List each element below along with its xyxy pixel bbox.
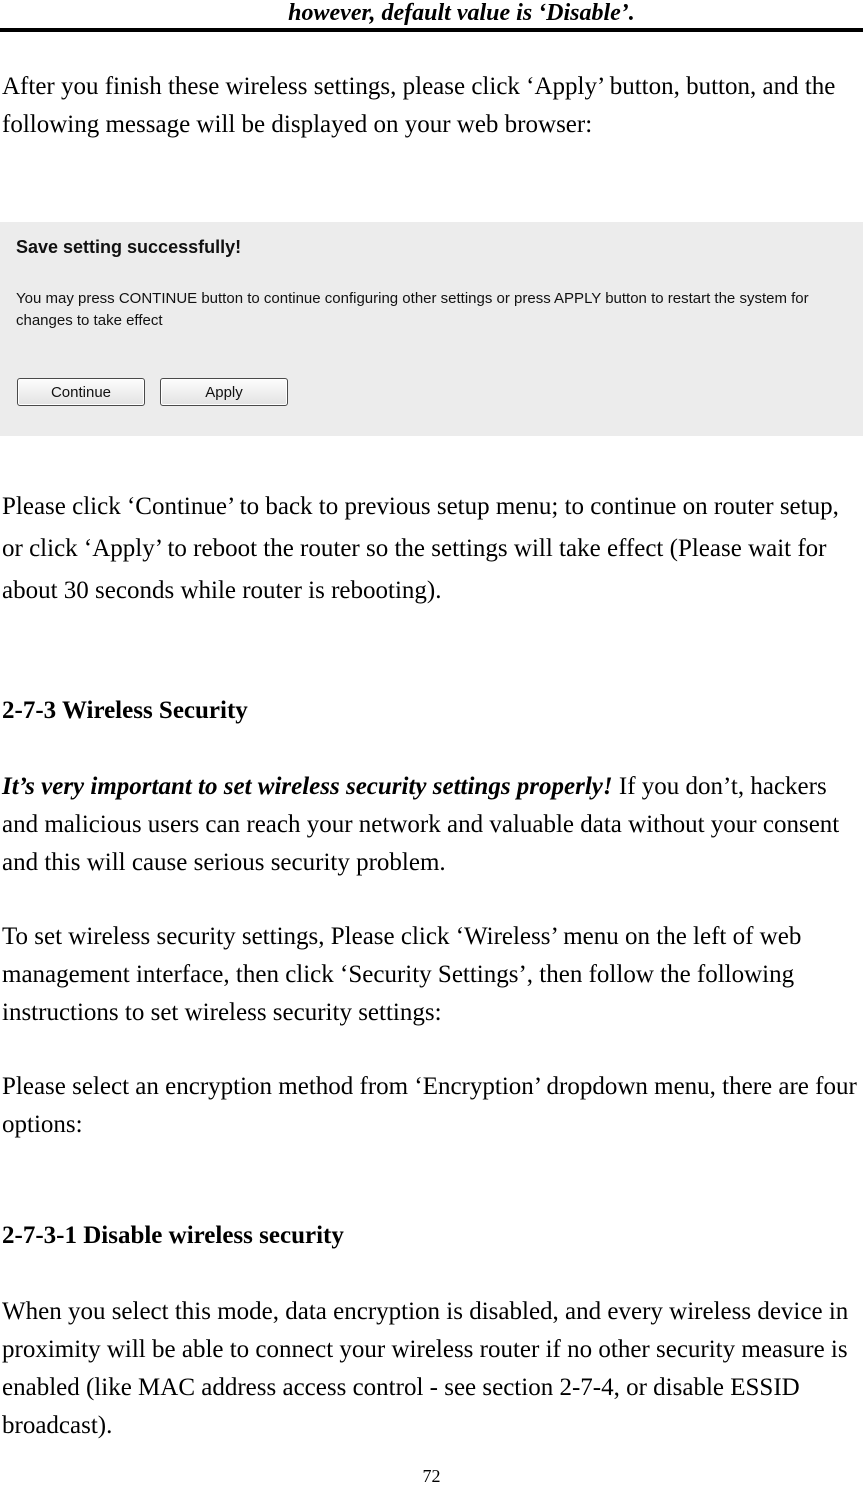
continue-button[interactable]: Continue	[17, 378, 145, 406]
disable-security-paragraph: When you select this mode, data encryption is disabled, and every wireless device in proximity will be able to connect your wireless router if no other security measure is enabled (like MAC address access control - see section 2-7-4, or disable ESSID broadcast).	[2, 1298, 849, 1439]
wireless-security-heading: 2-7-3 Wireless Security	[2, 697, 248, 724]
apply-button[interactable]: Apply	[160, 378, 288, 406]
save-success-screenshot	[0, 222, 863, 436]
intro-paragraph: After you finish these wireless settings, please click ‘Apply’ button, button, and the following message will be displayed on your web browser:	[2, 73, 836, 138]
disable-security-heading: 2-7-3-1 Disable wireless security	[2, 1222, 344, 1249]
save-success-message: You may press CONTINUE button to continue configuring other settings or press APPLY button to restart the system for changes to take effect	[16, 290, 809, 329]
security-instructions-paragraph: To set wireless security settings, Please click ‘Wireless’ menu on the left of web management interface, then click ‘Security Settings’, then follow the following instructions to set wireless security settings:	[2, 923, 802, 1026]
security-warning-paragraph	[2, 768, 860, 882]
security-warning-lead: It’s very important to set wireless security settings properly!	[2, 773, 613, 800]
security-warning-text: If you don’t, hackers and malicious users can reach your network and valuable data without your consent and this will cause serious security problem.	[2, 773, 840, 876]
default-value-note: however, default value is ‘Disable’.	[288, 0, 635, 26]
page-number: 72	[422, 1466, 441, 1486]
header-rule	[0, 28, 863, 32]
save-success-title: Save setting successfully!	[16, 237, 242, 257]
continue-apply-paragraph: Please click ‘Continue’ to back to previous setup menu; to continue on router setup, or click ‘Apply’ to reboot the router so the settings will take effect (Please wait for about 30 seconds while router is rebooting).	[2, 493, 839, 604]
encryption-options-paragraph: Please select an encryption method from ‘Encryption’ dropdown menu, there are four options:	[2, 1073, 857, 1138]
